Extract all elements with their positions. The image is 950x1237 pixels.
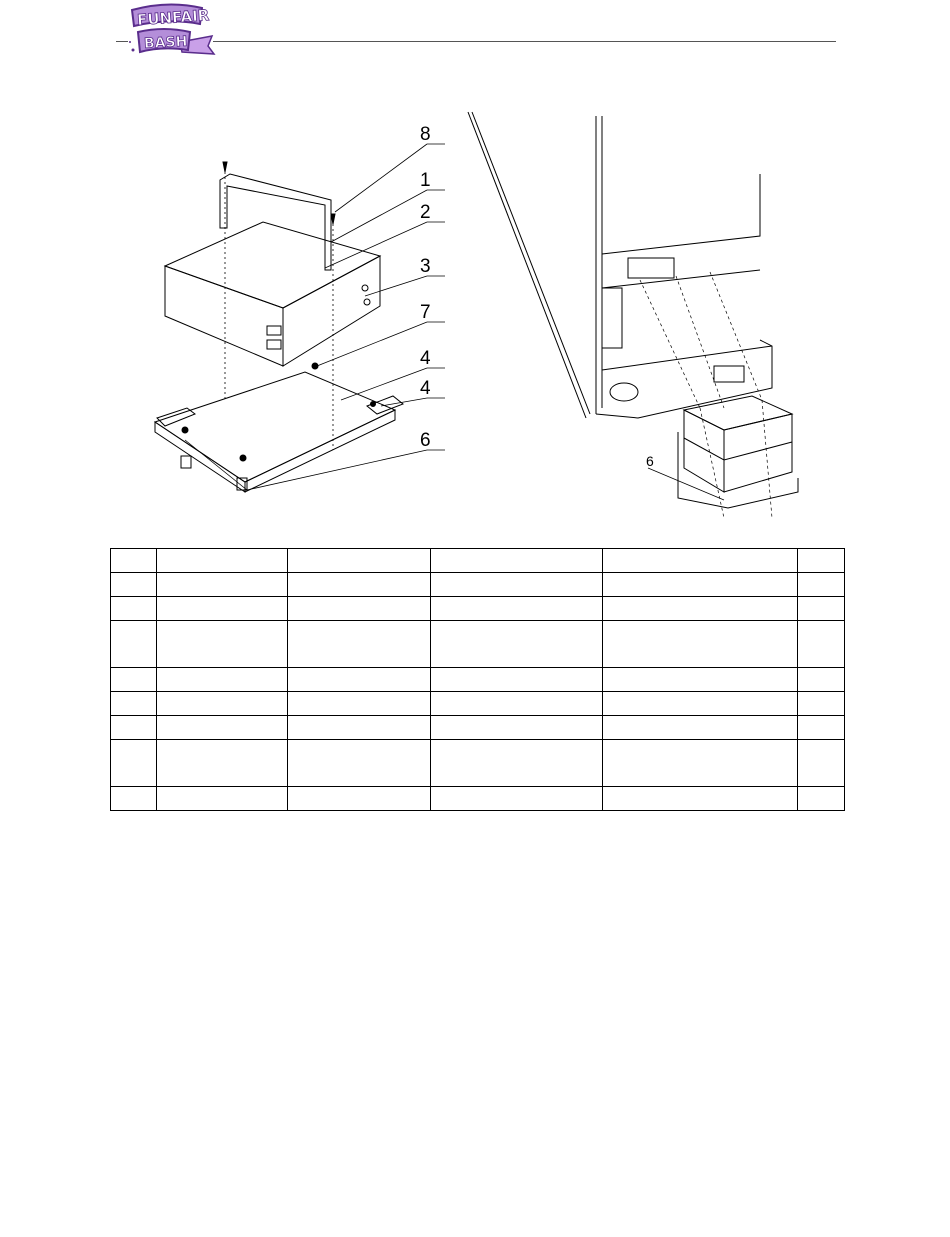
cabinet-panel xyxy=(602,174,760,254)
table-cell xyxy=(288,787,431,811)
table-cell xyxy=(111,668,157,692)
table-cell xyxy=(603,787,798,811)
funfair-bash-logo xyxy=(128,2,218,60)
callout-3: 3 xyxy=(420,256,431,277)
leader-2 xyxy=(325,222,427,268)
nut-foot-left xyxy=(182,427,188,433)
leader-6 xyxy=(247,450,427,490)
cabinet-base-top xyxy=(602,346,772,370)
box-hole-lower xyxy=(364,299,370,305)
table-cell xyxy=(111,740,157,787)
nut-foot-right xyxy=(240,455,246,461)
drawer-seam xyxy=(684,438,792,460)
table-cell xyxy=(288,621,431,668)
leader-7 xyxy=(317,322,427,366)
connector-panel xyxy=(602,288,622,348)
table-row xyxy=(111,549,845,573)
table-cell xyxy=(111,573,157,597)
table-cell xyxy=(288,692,431,716)
cabinet-slot xyxy=(714,366,744,382)
table-cell xyxy=(603,740,798,787)
table-cell xyxy=(431,740,603,787)
table-cell xyxy=(157,740,288,787)
leader-4a xyxy=(341,368,427,400)
cabinet-edge-left-inner xyxy=(472,112,590,414)
screw-right xyxy=(331,214,335,224)
table-cell xyxy=(288,597,431,621)
table-row xyxy=(111,668,845,692)
parts-table-body xyxy=(111,549,845,811)
table-cell xyxy=(157,573,288,597)
table-cell xyxy=(288,668,431,692)
drawer-tray xyxy=(678,432,798,508)
drawer-top xyxy=(684,396,792,430)
table-cell xyxy=(157,716,288,740)
table-cell xyxy=(431,549,603,573)
cabinet-vent xyxy=(610,383,638,401)
box-top-face xyxy=(165,222,380,308)
header-rule xyxy=(213,41,836,42)
table-row xyxy=(111,716,845,740)
table-cell xyxy=(157,597,288,621)
callout-6: 6 xyxy=(420,430,431,451)
table-cell xyxy=(603,621,798,668)
cabinet-base xyxy=(596,340,772,418)
table-cell xyxy=(603,668,798,692)
exploded-assembly-diagram xyxy=(145,110,465,530)
table-row xyxy=(111,621,845,668)
table-cell xyxy=(603,597,798,621)
cabinet-opening xyxy=(628,258,674,278)
table-cell xyxy=(288,740,431,787)
callout-4a: 4 xyxy=(420,348,431,369)
table-row xyxy=(111,740,845,787)
svg-text:FUNFAIR: FUNFAIR xyxy=(136,6,210,30)
dash-2 xyxy=(676,276,724,408)
table-cell xyxy=(288,573,431,597)
box-front-face xyxy=(165,266,283,366)
table-cell xyxy=(798,573,845,597)
leader-right-6 xyxy=(648,468,724,500)
leader-6-branch xyxy=(185,440,247,490)
box-slot-upper xyxy=(267,326,281,335)
callout-4b: 4 xyxy=(420,378,431,399)
bracket-shape xyxy=(220,174,331,270)
callout-1: 1 xyxy=(420,170,431,191)
cabinet-ledge xyxy=(602,270,760,288)
callout-2: 2 xyxy=(420,202,431,223)
leader-4b xyxy=(381,398,427,406)
leader-8 xyxy=(335,144,427,212)
base-plate-side xyxy=(245,410,395,492)
base-plate-front xyxy=(155,422,245,492)
table-cell xyxy=(603,573,798,597)
dash-1 xyxy=(640,280,700,408)
table-cell xyxy=(111,716,157,740)
box-hole-upper xyxy=(362,285,368,291)
callout-right-6: 6 xyxy=(646,453,654,469)
table-cell xyxy=(798,787,845,811)
table-cell xyxy=(288,549,431,573)
table-cell xyxy=(431,621,603,668)
table-cell xyxy=(798,597,845,621)
table-cell xyxy=(798,549,845,573)
table-cell xyxy=(157,668,288,692)
table-cell xyxy=(431,716,603,740)
parts-table xyxy=(110,548,845,811)
table-cell xyxy=(111,692,157,716)
box-side-face xyxy=(283,256,380,366)
table-cell xyxy=(157,787,288,811)
header-rule-left xyxy=(116,41,128,42)
table-cell xyxy=(603,692,798,716)
table-cell xyxy=(157,621,288,668)
table-cell xyxy=(798,740,845,787)
table-cell xyxy=(157,549,288,573)
leader-3 xyxy=(365,276,427,296)
callout-7: 7 xyxy=(420,302,431,323)
drawer-front xyxy=(684,410,724,492)
table-cell xyxy=(603,716,798,740)
table-cell xyxy=(798,692,845,716)
table-row xyxy=(111,597,845,621)
table-row xyxy=(111,692,845,716)
table-cell xyxy=(431,573,603,597)
nut-rail xyxy=(371,402,376,407)
table-cell xyxy=(111,597,157,621)
funfair-bash-logo-art xyxy=(128,2,218,60)
drawer-side xyxy=(724,414,792,492)
table-row xyxy=(111,787,845,811)
foot-left xyxy=(181,456,191,468)
table-cell xyxy=(798,716,845,740)
table-cell xyxy=(157,692,288,716)
table-cell xyxy=(431,597,603,621)
table-cell xyxy=(431,668,603,692)
installed-cabinet-diagram xyxy=(462,108,824,533)
box-slot-lower xyxy=(267,340,281,349)
dash-3 xyxy=(710,272,762,400)
callout-8: 8 xyxy=(420,124,431,145)
svg-text:BASH: BASH xyxy=(143,33,188,53)
table-cell xyxy=(111,787,157,811)
table-cell xyxy=(431,787,603,811)
table-cell xyxy=(603,549,798,573)
leader-1 xyxy=(331,190,427,242)
table-cell xyxy=(111,549,157,573)
table-cell xyxy=(288,716,431,740)
screw-left xyxy=(223,162,227,172)
table-cell xyxy=(111,621,157,668)
cabinet-edge-left xyxy=(468,112,586,418)
table-cell xyxy=(798,668,845,692)
table-cell xyxy=(431,692,603,716)
table-cell xyxy=(798,621,845,668)
table-row xyxy=(111,573,845,597)
